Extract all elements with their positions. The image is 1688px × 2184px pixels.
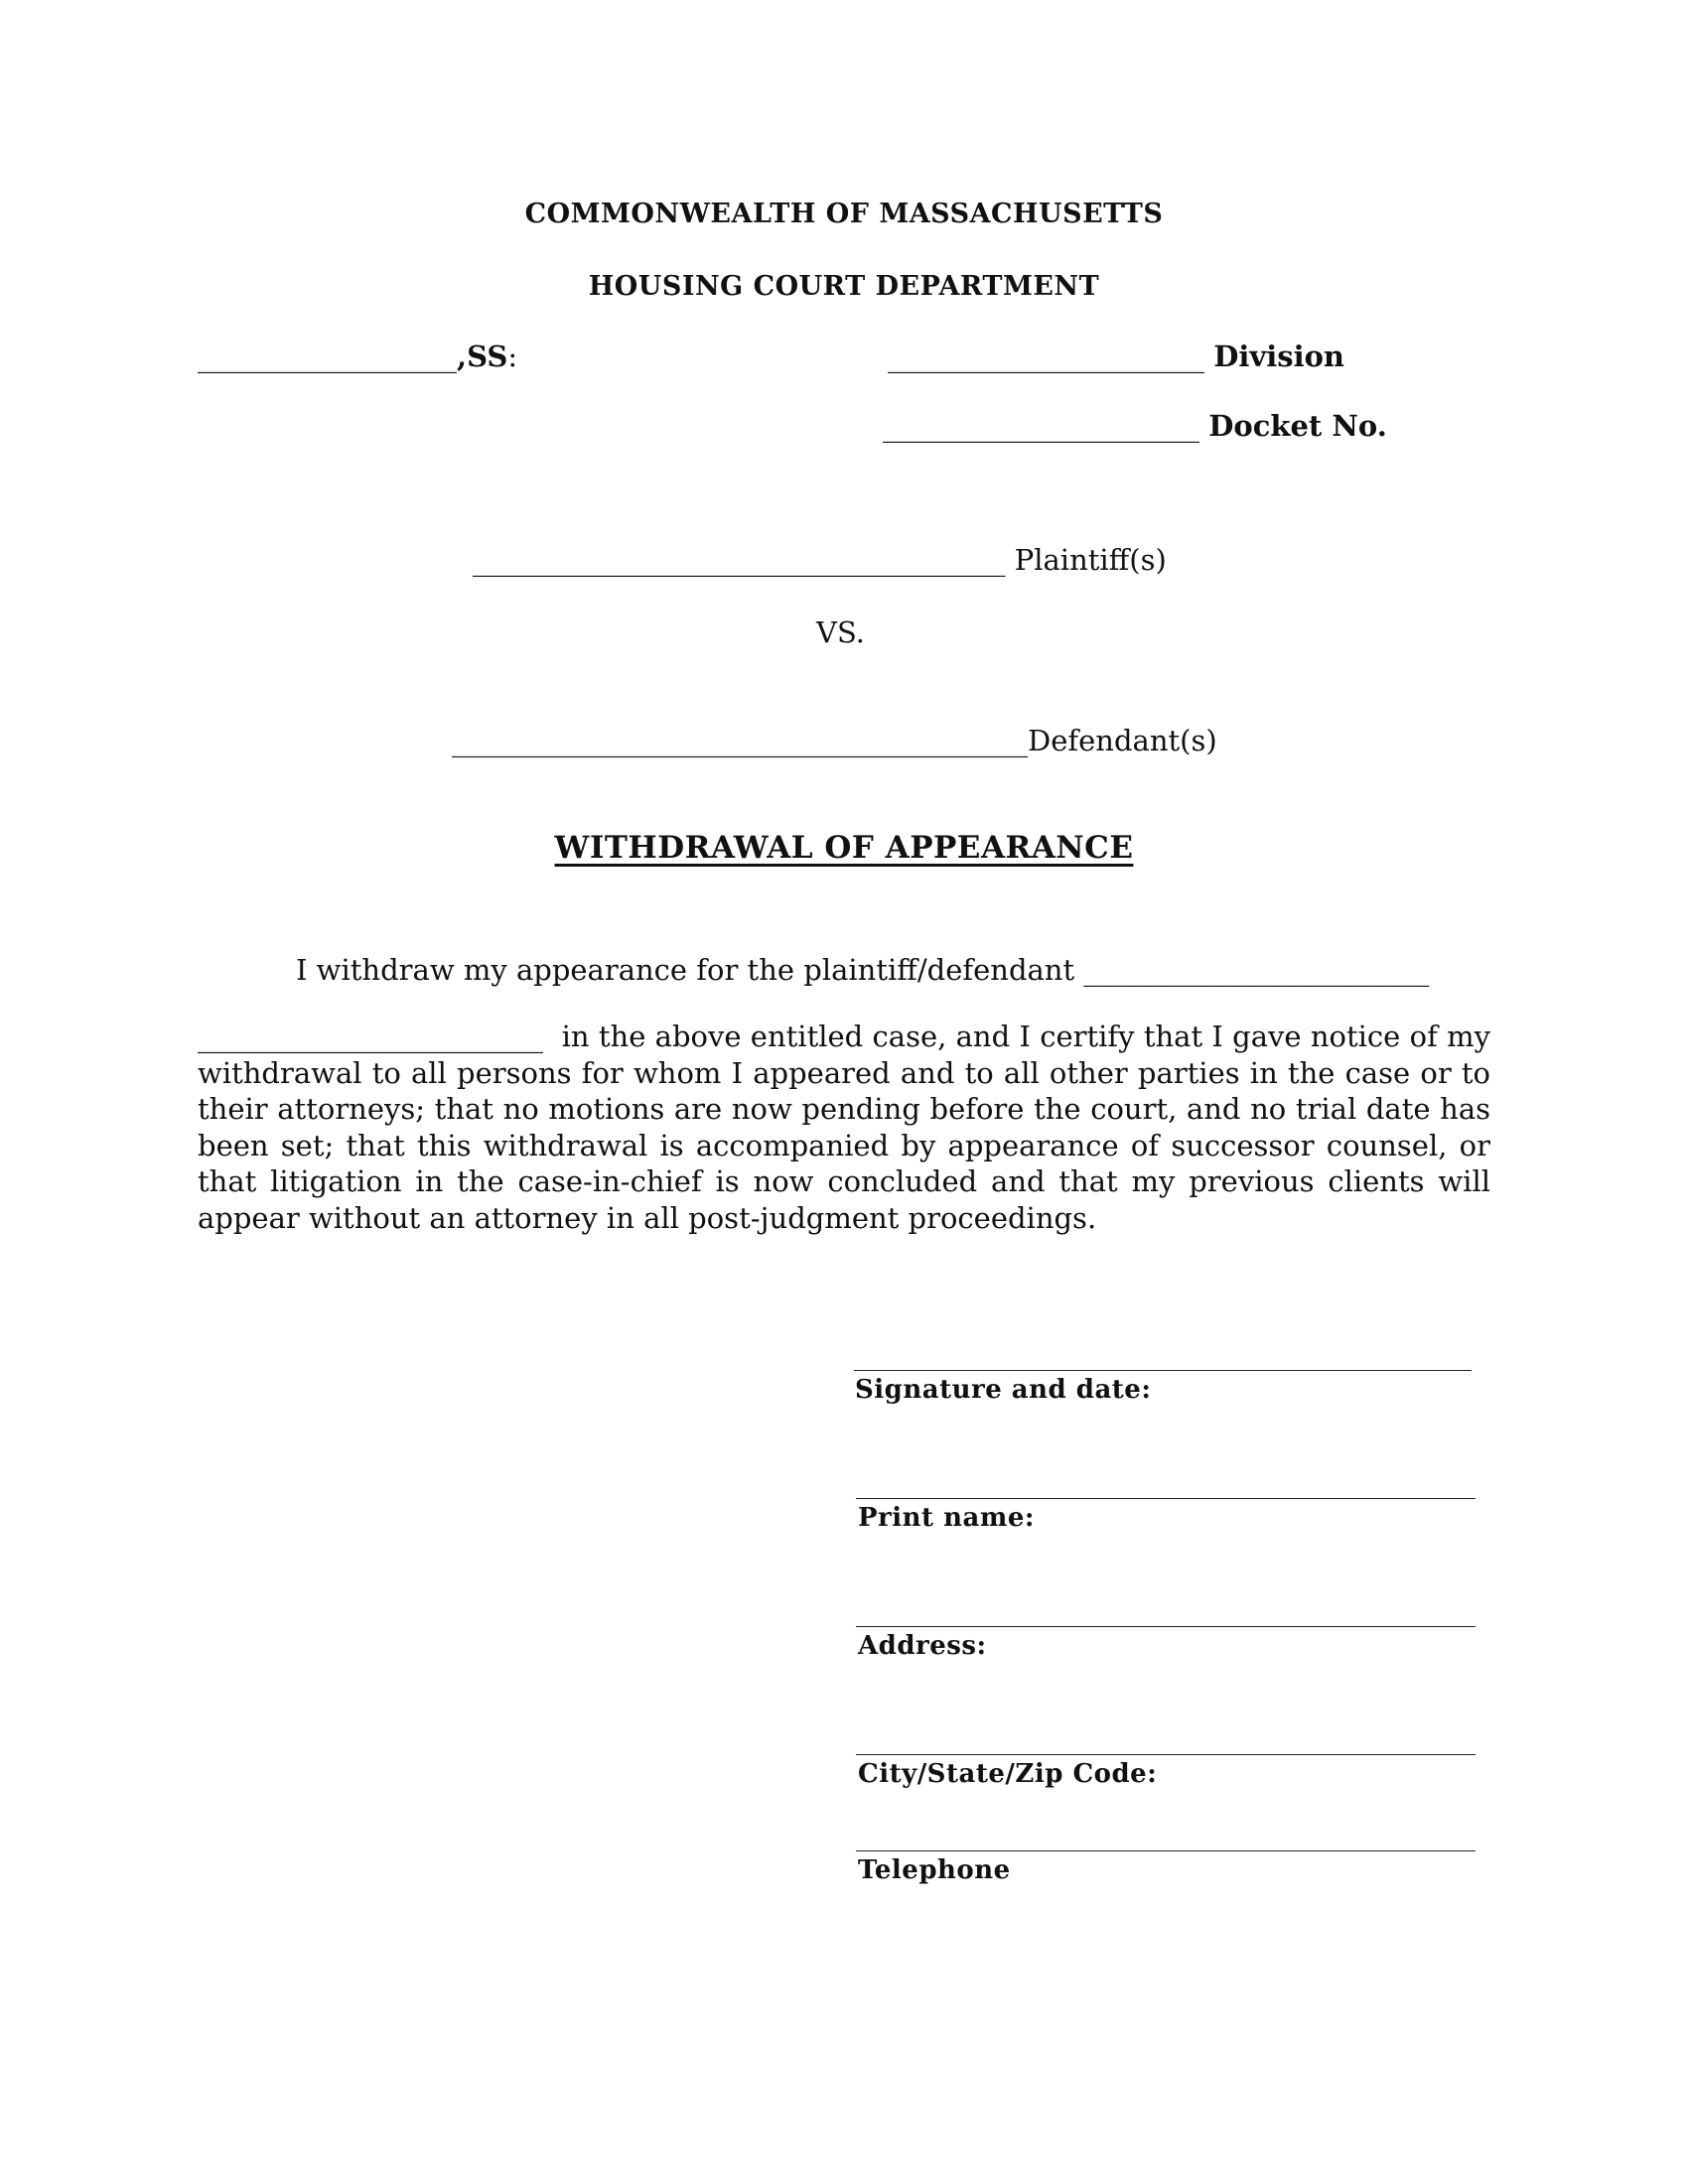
division-blank[interactable]: ______________________ <box>888 340 1204 373</box>
city-state-zip-label: City/State/Zip Code: <box>858 1759 1158 1789</box>
print-name-line[interactable] <box>856 1498 1476 1499</box>
defendant-label: Defendant(s) <box>1028 724 1217 757</box>
plaintiff-field[interactable] <box>473 543 1167 577</box>
ss-label: ,SS <box>457 340 508 373</box>
county-field[interactable] <box>198 340 517 373</box>
certification-text: in the above entitled case, and I certify that I gave notice of my withdrawal to all persons for whom I appeared and to all other parties in the case or to their attorneys; that no motions are now pending before the court, and no trial date has been set; that this withdrawal is accompanied by appearance of successor counsel, or that litigation in the case-in-chief is now concluded and that my previous clients will appear without an attorney in all post-judgment proceedings. <box>198 1020 1490 1235</box>
telephone-label: Telephone <box>858 1855 1011 1885</box>
defendant-field[interactable] <box>452 724 1217 757</box>
court-header-department: HOUSING COURT DEPARTMENT <box>588 271 1100 302</box>
party-name-blank[interactable]: ________________________ <box>198 1020 543 1053</box>
docket-label: Docket No. <box>1208 409 1387 443</box>
city-state-zip-line[interactable] <box>856 1754 1476 1755</box>
county-blank[interactable]: __________________ <box>198 340 457 373</box>
docket-field[interactable] <box>883 409 1387 443</box>
document-title: WITHDRAWAL OF APPEARANCE <box>554 830 1134 866</box>
telephone-line[interactable] <box>856 1850 1476 1851</box>
print-name-label: Print name: <box>858 1503 1035 1533</box>
court-header-commonwealth: COMMONWEALTH OF MASSACHUSETTS <box>524 199 1164 229</box>
docket-blank[interactable]: ______________________ <box>883 409 1199 443</box>
body-first-line[interactable]: I withdraw my appearance for the plaintiff/defendant ________________________ <box>296 953 1430 987</box>
address-line[interactable] <box>856 1626 1476 1627</box>
signature-line[interactable] <box>854 1370 1472 1371</box>
ss-colon: : <box>507 340 518 373</box>
signature-label: Signature and date: <box>855 1375 1152 1405</box>
division-field[interactable] <box>888 340 1344 373</box>
address-label: Address: <box>858 1631 987 1661</box>
division-label: Division <box>1213 340 1345 373</box>
plaintiff-label: Plaintiff(s) <box>1014 543 1167 577</box>
versus-label: VS. <box>816 615 865 649</box>
defendant-blank[interactable]: ________________________________________ <box>452 724 1028 757</box>
body-paragraph <box>198 1019 1490 1236</box>
plaintiff-blank[interactable]: _____________________________________ <box>473 543 1006 577</box>
